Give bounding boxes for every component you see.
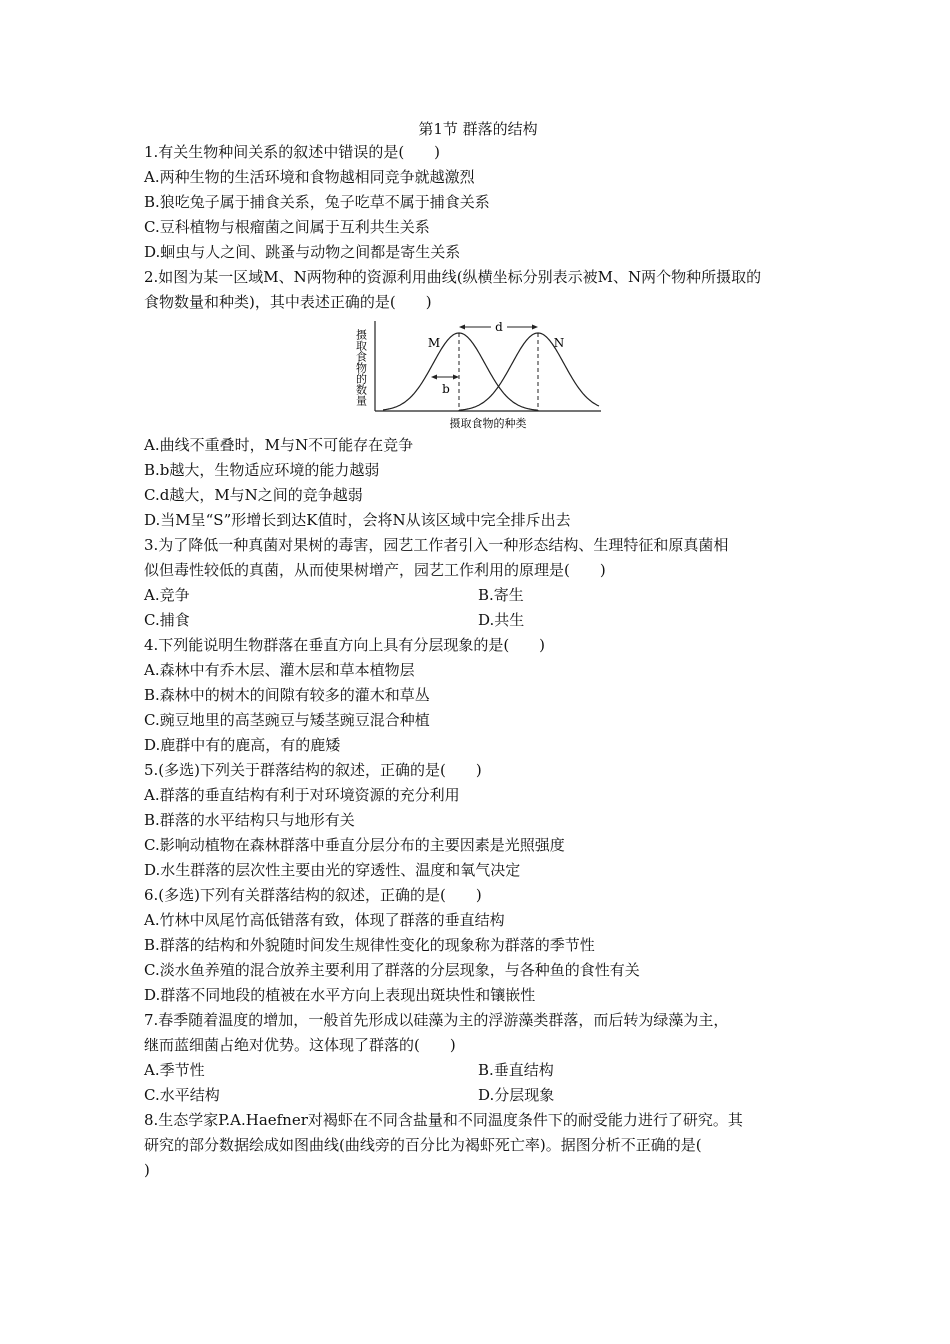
question-4-option-c: C.豌豆地里的高茎豌豆与矮茎豌豆混合种植 [144,711,430,729]
question-7-option-b: B.垂直结构 [478,1061,554,1079]
resource-utilization-figure [144,319,812,431]
question-1-option-c: C.豆科植物与根瘤菌之间属于互利共生关系 [144,218,430,236]
question-5-option-d: D.水生群落的层次性主要由光的穿透性、温度和氧气决定 [144,861,521,879]
question-5-option-a: A.群落的垂直结构有利于对环境资源的充分利用 [144,786,460,804]
question-8-stem-line-3: ) [144,1161,150,1179]
question-8-stem-line-1: 8.生态学家P.A.Haefner对褐虾在不同含盐量和不同温度条件下的耐受能力进行了研究。其 [144,1111,743,1129]
question-7-options-row-1 [144,1058,812,1083]
b-arrow-head-left [431,375,437,380]
question-2 [144,265,812,533]
question-1-option-d: D.蛔虫与人之间、跳蚤与动物之间都是寄生关系 [144,243,461,261]
question-8-stem-line-2: 研究的部分数据绘成如图曲线(曲线旁的百分比为褐虾死亡率)。据图分析不正确的是( [144,1136,702,1154]
question-1-option-b: B.狼吃兔子属于捕食关系，兔子吃草不属于捕食关系 [144,193,490,211]
curve-n [459,333,599,410]
question-6 [144,883,812,1008]
question-5-option-c: C.影响动植物在森林群落中垂直分层分布的主要因素是光照强度 [144,836,565,854]
question-1 [144,140,812,265]
question-7 [144,1008,812,1108]
d-arrow-head-left [459,325,465,330]
question-7-options-row-2 [144,1083,812,1108]
question-3-stem-line-1: 3.为了降低一种真菌对果树的毒害，园艺工作者引入一种形态结构、生理特征和原真菌相 [144,536,729,554]
question-5 [144,758,812,883]
question-4-stem: 4.下列能说明生物群落在垂直方向上具有分层现象的是( ) [144,636,546,654]
question-4 [144,633,812,758]
question-6-option-d: D.群落不同地段的植被在水平方向上表现出斑块性和镶嵌性 [144,986,536,1004]
question-5-stem: 5.(多选)下列关于群落结构的叙述，正确的是( ) [144,761,482,779]
b-arrow-head-right [453,375,459,380]
question-3-option-b: B.寄生 [478,586,524,604]
question-2-option-b: B.b越大，生物适应环境的能力越弱 [144,461,380,479]
d-label: d [495,320,503,334]
question-2-option-d: D.当M呈“S”形增长到达K值时，会将N从该区域中完全排斥出去 [144,511,571,529]
d-arrow-head-right [532,325,538,330]
question-1-stem: 1.有关生物种间关系的叙述中错误的是( ) [144,143,441,161]
question-7-option-c: C.水平结构 [144,1086,220,1104]
question-3-option-a: A.竞争 [144,586,190,604]
question-3 [144,533,812,633]
question-7-stem-line-2: 继而蓝细菌占绝对优势。这体现了群落的( ) [144,1036,456,1054]
question-8 [144,1108,812,1183]
question-5-option-b: B.群落的水平结构只与地形有关 [144,811,355,829]
question-6-option-c: C.淡水鱼养殖的混合放养主要利用了群落的分层现象，与各种鱼的食性有关 [144,961,640,979]
question-3-option-c: C.捕食 [144,611,190,629]
question-3-options-row-1 [144,583,812,608]
diagram-y-axis-label: 摄取食物的数量 [354,329,368,406]
question-2-option-a: A.曲线不重叠时，M与N不可能存在竞争 [144,436,414,454]
question-3-options-row-2 [144,608,812,633]
curve-m [383,333,538,410]
question-2-stem-line-2: 食物数量和种类)，其中表述正确的是( ) [144,293,432,311]
b-label: b [442,382,450,396]
question-4-option-a: A.森林中有乔木层、灌木层和草本植物层 [144,661,415,679]
question-7-option-a: A.季节性 [144,1061,205,1079]
n-label: N [553,336,565,350]
question-7-stem-line-1: 7.春季随着温度的增加，一般首先形成以硅藻为主的浮游藻类群落，而后转为绿藻为主， [144,1011,729,1029]
section-title: 第1节 群落的结构 [418,120,538,138]
question-3-stem-line-2: 似但毒性较低的真菌，从而使果树增产，园艺工作利用的原理是( ) [144,561,606,579]
diagram-x-axis-label: 摄取食物的种类 [449,417,527,430]
question-7-option-d: D.分层现象 [478,1086,555,1104]
question-6-stem: 6.(多选)下列有关群落结构的叙述，正确的是( ) [144,886,482,904]
question-3-option-d: D.共生 [478,611,525,629]
m-label: M [427,336,441,350]
question-1-option-a: A.两种生物的生活环境和食物越相同竞争就越激烈 [144,168,475,186]
worksheet-page [144,118,812,1183]
question-4-option-b: B.森林中的树木的间隙有较多的灌木和草丛 [144,686,430,704]
question-2-option-c: C.d越大，M与N之间的竞争越弱 [144,486,363,504]
question-6-option-b: B.群落的结构和外貌随时间发生规律性变化的现象称为群落的季节性 [144,936,595,954]
question-6-option-a: A.竹林中凤尾竹高低错落有致，体现了群落的垂直结构 [144,911,505,929]
resource-curve-diagram [353,319,603,431]
question-2-stem-line-1: 2.如图为某一区域M、N两物种的资源利用曲线(纵横坐标分别表示被M、N两个物种所摄取的 [144,268,762,286]
question-4-option-d: D.鹿群中有的鹿高，有的鹿矮 [144,736,341,754]
